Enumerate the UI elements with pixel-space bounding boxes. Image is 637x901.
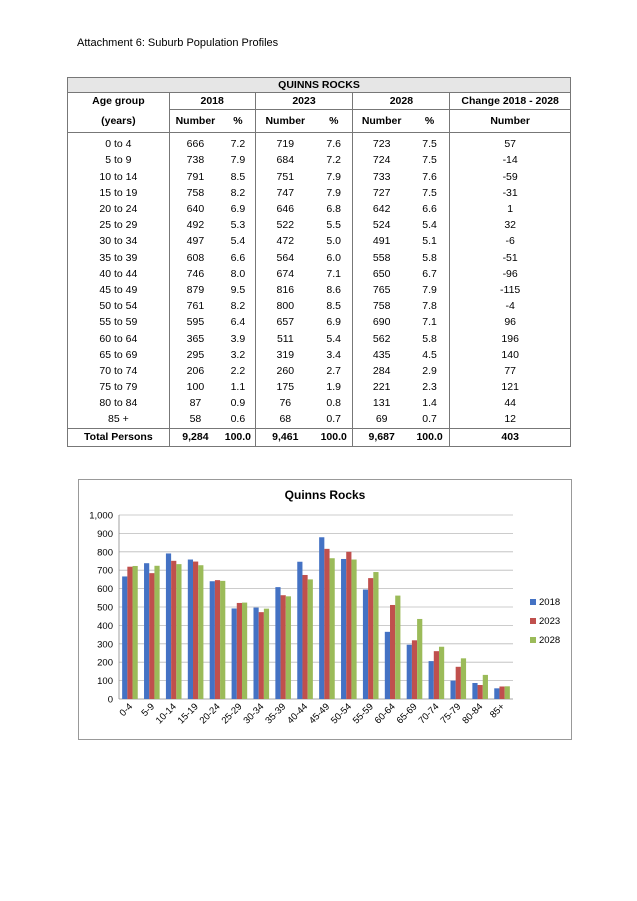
bar-2018-5-9 xyxy=(144,563,149,699)
cell-pct-2018: 5.4 xyxy=(230,235,246,248)
cell-age-group: 55 to 59 xyxy=(68,314,170,330)
bar-2018-35-39 xyxy=(275,587,280,699)
cell-change: -115 xyxy=(450,282,571,298)
cell-pct-2018: 8.2 xyxy=(230,186,246,199)
header-years: (years) xyxy=(68,110,170,133)
cell-pct-2018: 3.9 xyxy=(230,332,246,345)
cell-number-2023: 747 xyxy=(255,185,315,201)
cell-pct-2028: 5.4 xyxy=(422,219,437,232)
cell-number-2023: 522 xyxy=(255,217,315,233)
y-tick-label: 600 xyxy=(97,584,113,596)
x-tick-label: 25-29 xyxy=(219,701,245,727)
cell-number-2028: 723 xyxy=(353,133,410,153)
header-number: Number xyxy=(450,110,571,133)
table-row xyxy=(68,395,571,411)
legend-label: 2023 xyxy=(539,616,561,627)
bar-2018-25-29 xyxy=(232,608,237,699)
cell-pct-2018: 1.1 xyxy=(230,381,246,394)
cell-number-2018: 640 xyxy=(169,201,221,217)
cell-pct-2028: 5.8 xyxy=(422,251,437,264)
bar-2023-60-64 xyxy=(390,605,395,699)
cell-number-2018: 497 xyxy=(169,233,221,249)
y-tick-label: 300 xyxy=(97,639,113,651)
table-row xyxy=(68,133,571,153)
cell-change: 96 xyxy=(450,314,571,330)
cell-change: 57 xyxy=(450,133,571,153)
cell-pct-2028: 0.7 xyxy=(422,413,437,426)
header-2023: 2023 xyxy=(255,93,353,110)
bar-2018-0-4 xyxy=(122,576,127,699)
cell-pct-2018: 7.9 xyxy=(230,154,246,167)
cell-number-2028: 435 xyxy=(353,347,410,363)
cell-change: 32 xyxy=(450,217,571,233)
bar-2023-0-4 xyxy=(127,567,132,699)
cell-pct-2018: 0.9 xyxy=(230,397,246,410)
bar-2023-85+ xyxy=(499,686,504,699)
table-row xyxy=(68,282,571,298)
cell-pct-2023: 7.2 xyxy=(326,154,342,167)
cell-number-2018: 87 xyxy=(169,395,221,411)
cell-number-2028: 524 xyxy=(353,217,410,233)
total-number-2028: 9,687 xyxy=(353,428,410,446)
x-tick-label: 40-44 xyxy=(285,701,311,727)
header-change: Change 2018 - 2028 xyxy=(450,93,571,110)
bar-2023-35-39 xyxy=(281,595,286,699)
bar-2023-80-84 xyxy=(478,685,483,699)
bar-2018-65-69 xyxy=(407,645,412,699)
cell-number-2018: 761 xyxy=(169,298,221,314)
population-table xyxy=(67,77,571,447)
cell-pct-2023: 5.4 xyxy=(326,332,342,345)
cell-pct-2018: 8.5 xyxy=(230,170,246,183)
table-row xyxy=(68,250,571,266)
cell-number-2018: 365 xyxy=(169,330,221,346)
x-tick-label: 80-84 xyxy=(460,701,486,727)
bar-2018-10-14 xyxy=(166,553,171,699)
legend-swatch-2023 xyxy=(530,618,536,624)
header-age-group: Age group xyxy=(68,93,170,110)
x-tick-label: 85+ xyxy=(487,701,508,721)
cell-number-2023: 719 xyxy=(255,133,315,153)
bar-2028-55-59 xyxy=(373,572,378,699)
cell-pct-2018: 3.2 xyxy=(230,348,246,361)
x-tick-label: 15-19 xyxy=(175,701,201,727)
cell-number-2028: 650 xyxy=(353,266,410,282)
cell-pct-2028: 4.5 xyxy=(422,348,437,361)
cell-change: 77 xyxy=(450,363,571,379)
table-row xyxy=(68,152,571,168)
bar-2028-35-39 xyxy=(286,596,291,699)
table-row xyxy=(68,185,571,201)
bar-2023-50-54 xyxy=(346,552,351,699)
cell-change: -6 xyxy=(450,233,571,249)
cell-age-group: 25 to 29 xyxy=(68,217,170,233)
total-label: Total Persons xyxy=(68,428,170,446)
bar-2023-30-34 xyxy=(259,612,264,699)
cell-pct-2023: 5.0 xyxy=(326,235,342,248)
bar-2018-50-54 xyxy=(341,559,346,699)
document-heading: Attachment 6: Suburb Population Profiles xyxy=(77,37,279,49)
legend-label: 2018 xyxy=(539,597,561,608)
cell-pct-2023: 6.0 xyxy=(326,251,342,264)
cell-number-2023: 260 xyxy=(255,363,315,379)
cell-pct-2028: 5.8 xyxy=(422,332,437,345)
cell-number-2018: 758 xyxy=(169,185,221,201)
table-row xyxy=(68,363,571,379)
legend-swatch-2028 xyxy=(530,637,536,643)
legend-label: 2028 xyxy=(539,635,561,646)
x-tick-label: 65-69 xyxy=(394,701,420,727)
bar-2028-5-9 xyxy=(154,566,159,699)
cell-change: -96 xyxy=(450,266,571,282)
cell-pct-2023: 8.6 xyxy=(326,283,342,296)
y-tick-label: 0 xyxy=(107,694,113,706)
cell-pct-2023: 8.5 xyxy=(326,300,342,313)
cell-age-group: 40 to 44 xyxy=(68,266,170,282)
cell-number-2028: 221 xyxy=(353,379,410,395)
bar-2018-45-49 xyxy=(319,537,324,699)
cell-pct-2018: 6.9 xyxy=(230,203,246,216)
x-tick-label: 70-74 xyxy=(416,701,442,727)
cell-number-2023: 646 xyxy=(255,201,315,217)
total-pct-2018: 100.0 xyxy=(221,428,255,446)
y-tick-label: 700 xyxy=(97,565,113,577)
bar-2023-75-79 xyxy=(456,667,461,699)
cell-number-2018: 879 xyxy=(169,282,221,298)
cell-number-2028: 758 xyxy=(353,298,410,314)
cell-number-2028: 724 xyxy=(353,152,410,168)
cell-number-2023: 68 xyxy=(255,411,315,428)
bar-2018-60-64 xyxy=(385,632,390,699)
x-tick-label: 50-54 xyxy=(328,701,354,727)
total-number-2018: 9,284 xyxy=(169,428,221,446)
bar-2028-65-69 xyxy=(417,619,422,699)
cell-pct-2018: 8.0 xyxy=(230,267,246,280)
header-number: Number xyxy=(353,110,410,133)
cell-pct-2018: 7.2 xyxy=(230,138,246,151)
bar-2023-15-19 xyxy=(193,562,198,699)
bar-2028-75-79 xyxy=(461,658,466,699)
cell-pct-2023: 5.5 xyxy=(326,219,342,232)
cell-pct-2028: 7.1 xyxy=(422,316,437,329)
cell-age-group: 50 to 54 xyxy=(68,298,170,314)
cell-change: -31 xyxy=(450,185,571,201)
cell-number-2018: 58 xyxy=(169,411,221,428)
cell-number-2018: 295 xyxy=(169,347,221,363)
cell-change: 140 xyxy=(450,347,571,363)
cell-pct-2023: 0.8 xyxy=(326,397,342,410)
cell-age-group: 10 to 14 xyxy=(68,169,170,185)
cell-pct-2018: 6.4 xyxy=(230,316,246,329)
cell-change: -4 xyxy=(450,298,571,314)
cell-age-group: 35 to 39 xyxy=(68,250,170,266)
cell-number-2018: 595 xyxy=(169,314,221,330)
cell-change: 44 xyxy=(450,395,571,411)
cell-number-2028: 690 xyxy=(353,314,410,330)
cell-change: 12 xyxy=(450,411,571,428)
cell-pct-2023: 7.1 xyxy=(326,267,342,280)
total-change: 403 xyxy=(450,428,571,446)
x-tick-label: 55-59 xyxy=(350,701,376,727)
chart-title: Quinns Rocks xyxy=(284,488,366,502)
bar-2023-20-24 xyxy=(215,580,220,699)
header-number: Number xyxy=(255,110,315,133)
cell-pct-2028: 7.6 xyxy=(422,170,437,183)
table-row xyxy=(68,233,571,249)
cell-number-2028: 642 xyxy=(353,201,410,217)
cell-pct-2018: 6.6 xyxy=(230,251,246,264)
table-row xyxy=(68,266,571,282)
bar-2023-55-59 xyxy=(368,578,373,699)
bar-2018-70-74 xyxy=(429,661,434,699)
table-row xyxy=(68,169,571,185)
cell-number-2023: 511 xyxy=(255,330,315,346)
cell-number-2023: 76 xyxy=(255,395,315,411)
cell-pct-2023: 0.7 xyxy=(326,413,342,426)
x-tick-label: 5-9 xyxy=(139,701,157,719)
bar-2023-45-49 xyxy=(324,549,329,699)
cell-number-2018: 791 xyxy=(169,169,221,185)
table-row xyxy=(68,201,571,217)
bar-2028-10-14 xyxy=(176,564,181,699)
bar-2028-20-24 xyxy=(220,581,225,699)
bar-2018-85+ xyxy=(494,688,499,699)
cell-number-2028: 558 xyxy=(353,250,410,266)
cell-number-2028: 491 xyxy=(353,233,410,249)
cell-number-2023: 472 xyxy=(255,233,315,249)
bar-2018-75-79 xyxy=(450,681,455,699)
bar-2028-70-74 xyxy=(439,647,444,699)
cell-pct-2023: 7.9 xyxy=(326,170,342,183)
table-row xyxy=(68,330,571,346)
cell-number-2018: 608 xyxy=(169,250,221,266)
header-2018: 2018 xyxy=(169,93,255,110)
x-tick-label: 60-64 xyxy=(372,701,398,727)
bar-2023-25-29 xyxy=(237,603,242,699)
cell-number-2023: 816 xyxy=(255,282,315,298)
bar-2028-60-64 xyxy=(395,596,400,699)
cell-pct-2028: 2.9 xyxy=(422,364,437,377)
chart-canvas xyxy=(79,480,571,739)
total-pct-2023: 100.0 xyxy=(315,428,353,446)
x-tick-label: 35-39 xyxy=(263,701,289,727)
y-tick-label: 500 xyxy=(97,602,113,614)
cell-number-2023: 800 xyxy=(255,298,315,314)
cell-number-2023: 319 xyxy=(255,347,315,363)
cell-number-2018: 746 xyxy=(169,266,221,282)
bar-2018-20-24 xyxy=(210,581,215,699)
cell-number-2018: 100 xyxy=(169,379,221,395)
bar-2023-65-69 xyxy=(412,640,417,699)
cell-change: -14 xyxy=(450,152,571,168)
cell-pct-2028: 6.6 xyxy=(422,203,437,216)
cell-pct-2028: 6.7 xyxy=(422,267,437,280)
table-row xyxy=(68,217,571,233)
cell-number-2028: 727 xyxy=(353,185,410,201)
bar-2028-50-54 xyxy=(351,560,356,699)
cell-pct-2028: 7.5 xyxy=(422,154,437,167)
x-tick-label: 75-79 xyxy=(438,701,464,727)
y-tick-label: 100 xyxy=(97,676,113,688)
x-tick-label: 45-49 xyxy=(307,701,333,727)
cell-pct-2023: 2.7 xyxy=(326,364,342,377)
bar-2028-15-19 xyxy=(198,565,203,699)
table-row xyxy=(68,411,571,428)
cell-pct-2028: 2.3 xyxy=(422,381,437,394)
bar-2018-55-59 xyxy=(363,590,368,699)
bar-2023-40-44 xyxy=(302,575,307,699)
table-title: QUINNS ROCKS xyxy=(68,78,571,93)
cell-number-2023: 564 xyxy=(255,250,315,266)
x-tick-label: 20-24 xyxy=(197,701,223,727)
header-pct: % xyxy=(221,110,255,133)
y-tick-label: 1,000 xyxy=(89,510,113,522)
cell-pct-2028: 7.5 xyxy=(422,138,437,151)
cell-number-2018: 666 xyxy=(169,133,221,153)
cell-number-2028: 765 xyxy=(353,282,410,298)
x-tick-label: 0-4 xyxy=(117,701,136,719)
bar-2028-85+ xyxy=(505,686,510,699)
total-number-2023: 9,461 xyxy=(255,428,315,446)
bar-2018-40-44 xyxy=(297,562,302,699)
bar-2018-30-34 xyxy=(253,608,258,699)
cell-pct-2028: 1.4 xyxy=(422,397,437,410)
cell-pct-2018: 0.6 xyxy=(230,413,246,426)
cell-age-group: 0 to 4 xyxy=(68,133,170,153)
header-2028: 2028 xyxy=(353,93,450,110)
cell-change: 121 xyxy=(450,379,571,395)
table-row xyxy=(68,379,571,395)
bar-2028-25-29 xyxy=(242,603,247,699)
cell-pct-2028: 7.9 xyxy=(422,283,437,296)
bar-2018-80-84 xyxy=(472,683,477,699)
cell-pct-2023: 6.9 xyxy=(326,316,342,329)
cell-age-group: 85 + xyxy=(68,411,170,428)
header-number: Number xyxy=(169,110,221,133)
cell-number-2028: 733 xyxy=(353,169,410,185)
cell-number-2028: 562 xyxy=(353,330,410,346)
cell-pct-2023: 1.9 xyxy=(326,381,342,394)
bar-2028-80-84 xyxy=(483,675,488,699)
cell-number-2023: 684 xyxy=(255,152,315,168)
y-tick-label: 900 xyxy=(97,528,113,540)
y-tick-label: 800 xyxy=(97,547,113,559)
cell-pct-2023: 7.9 xyxy=(326,186,342,199)
bar-2023-5-9 xyxy=(149,573,154,699)
cell-pct-2028: 5.1 xyxy=(422,235,437,248)
cell-age-group: 15 to 19 xyxy=(68,185,170,201)
bar-2023-10-14 xyxy=(171,561,176,699)
cell-pct-2023: 3.4 xyxy=(326,348,342,361)
cell-number-2018: 492 xyxy=(169,217,221,233)
cell-number-2023: 175 xyxy=(255,379,315,395)
cell-age-group: 70 to 74 xyxy=(68,363,170,379)
cell-change: 1 xyxy=(450,201,571,217)
cell-pct-2018: 2.2 xyxy=(230,364,246,377)
table-row xyxy=(68,298,571,314)
cell-number-2018: 738 xyxy=(169,152,221,168)
cell-change: -59 xyxy=(450,169,571,185)
header-pct: % xyxy=(410,110,450,133)
bar-2028-45-49 xyxy=(330,558,335,699)
cell-pct-2023: 6.8 xyxy=(326,203,342,216)
cell-number-2023: 751 xyxy=(255,169,315,185)
cell-age-group: 45 to 49 xyxy=(68,282,170,298)
bar-2028-30-34 xyxy=(264,609,269,699)
cell-number-2023: 674 xyxy=(255,266,315,282)
bar-2018-15-19 xyxy=(188,560,193,699)
cell-pct-2023: 7.6 xyxy=(326,138,342,151)
total-pct-2028: 100.0 xyxy=(410,428,450,446)
x-tick-label: 30-34 xyxy=(241,701,267,727)
cell-number-2023: 657 xyxy=(255,314,315,330)
y-tick-label: 200 xyxy=(97,657,113,669)
cell-number-2028: 69 xyxy=(353,411,410,428)
cell-pct-2028: 7.8 xyxy=(422,300,437,313)
population-chart xyxy=(78,479,572,740)
cell-number-2018: 206 xyxy=(169,363,221,379)
cell-pct-2018: 5.3 xyxy=(230,219,246,232)
cell-number-2028: 131 xyxy=(353,395,410,411)
cell-age-group: 60 to 64 xyxy=(68,330,170,346)
cell-age-group: 80 to 84 xyxy=(68,395,170,411)
cell-age-group: 20 to 24 xyxy=(68,201,170,217)
bar-2028-0-4 xyxy=(133,566,138,699)
cell-age-group: 75 to 79 xyxy=(68,379,170,395)
cell-pct-2028: 7.5 xyxy=(422,186,437,199)
bar-2028-40-44 xyxy=(308,579,313,699)
bar-2023-70-74 xyxy=(434,651,439,699)
cell-age-group: 5 to 9 xyxy=(68,152,170,168)
x-tick-label: 10-14 xyxy=(153,701,179,727)
cell-age-group: 65 to 69 xyxy=(68,347,170,363)
legend-swatch-2018 xyxy=(530,599,536,605)
cell-change: -51 xyxy=(450,250,571,266)
cell-number-2028: 284 xyxy=(353,363,410,379)
y-tick-label: 400 xyxy=(97,620,113,632)
cell-pct-2018: 9.5 xyxy=(230,283,246,296)
cell-change: 196 xyxy=(450,330,571,346)
cell-age-group: 30 to 34 xyxy=(68,233,170,249)
cell-pct-2018: 8.2 xyxy=(230,300,246,313)
table-row xyxy=(68,314,571,330)
header-pct: % xyxy=(315,110,353,133)
table-row xyxy=(68,347,571,363)
